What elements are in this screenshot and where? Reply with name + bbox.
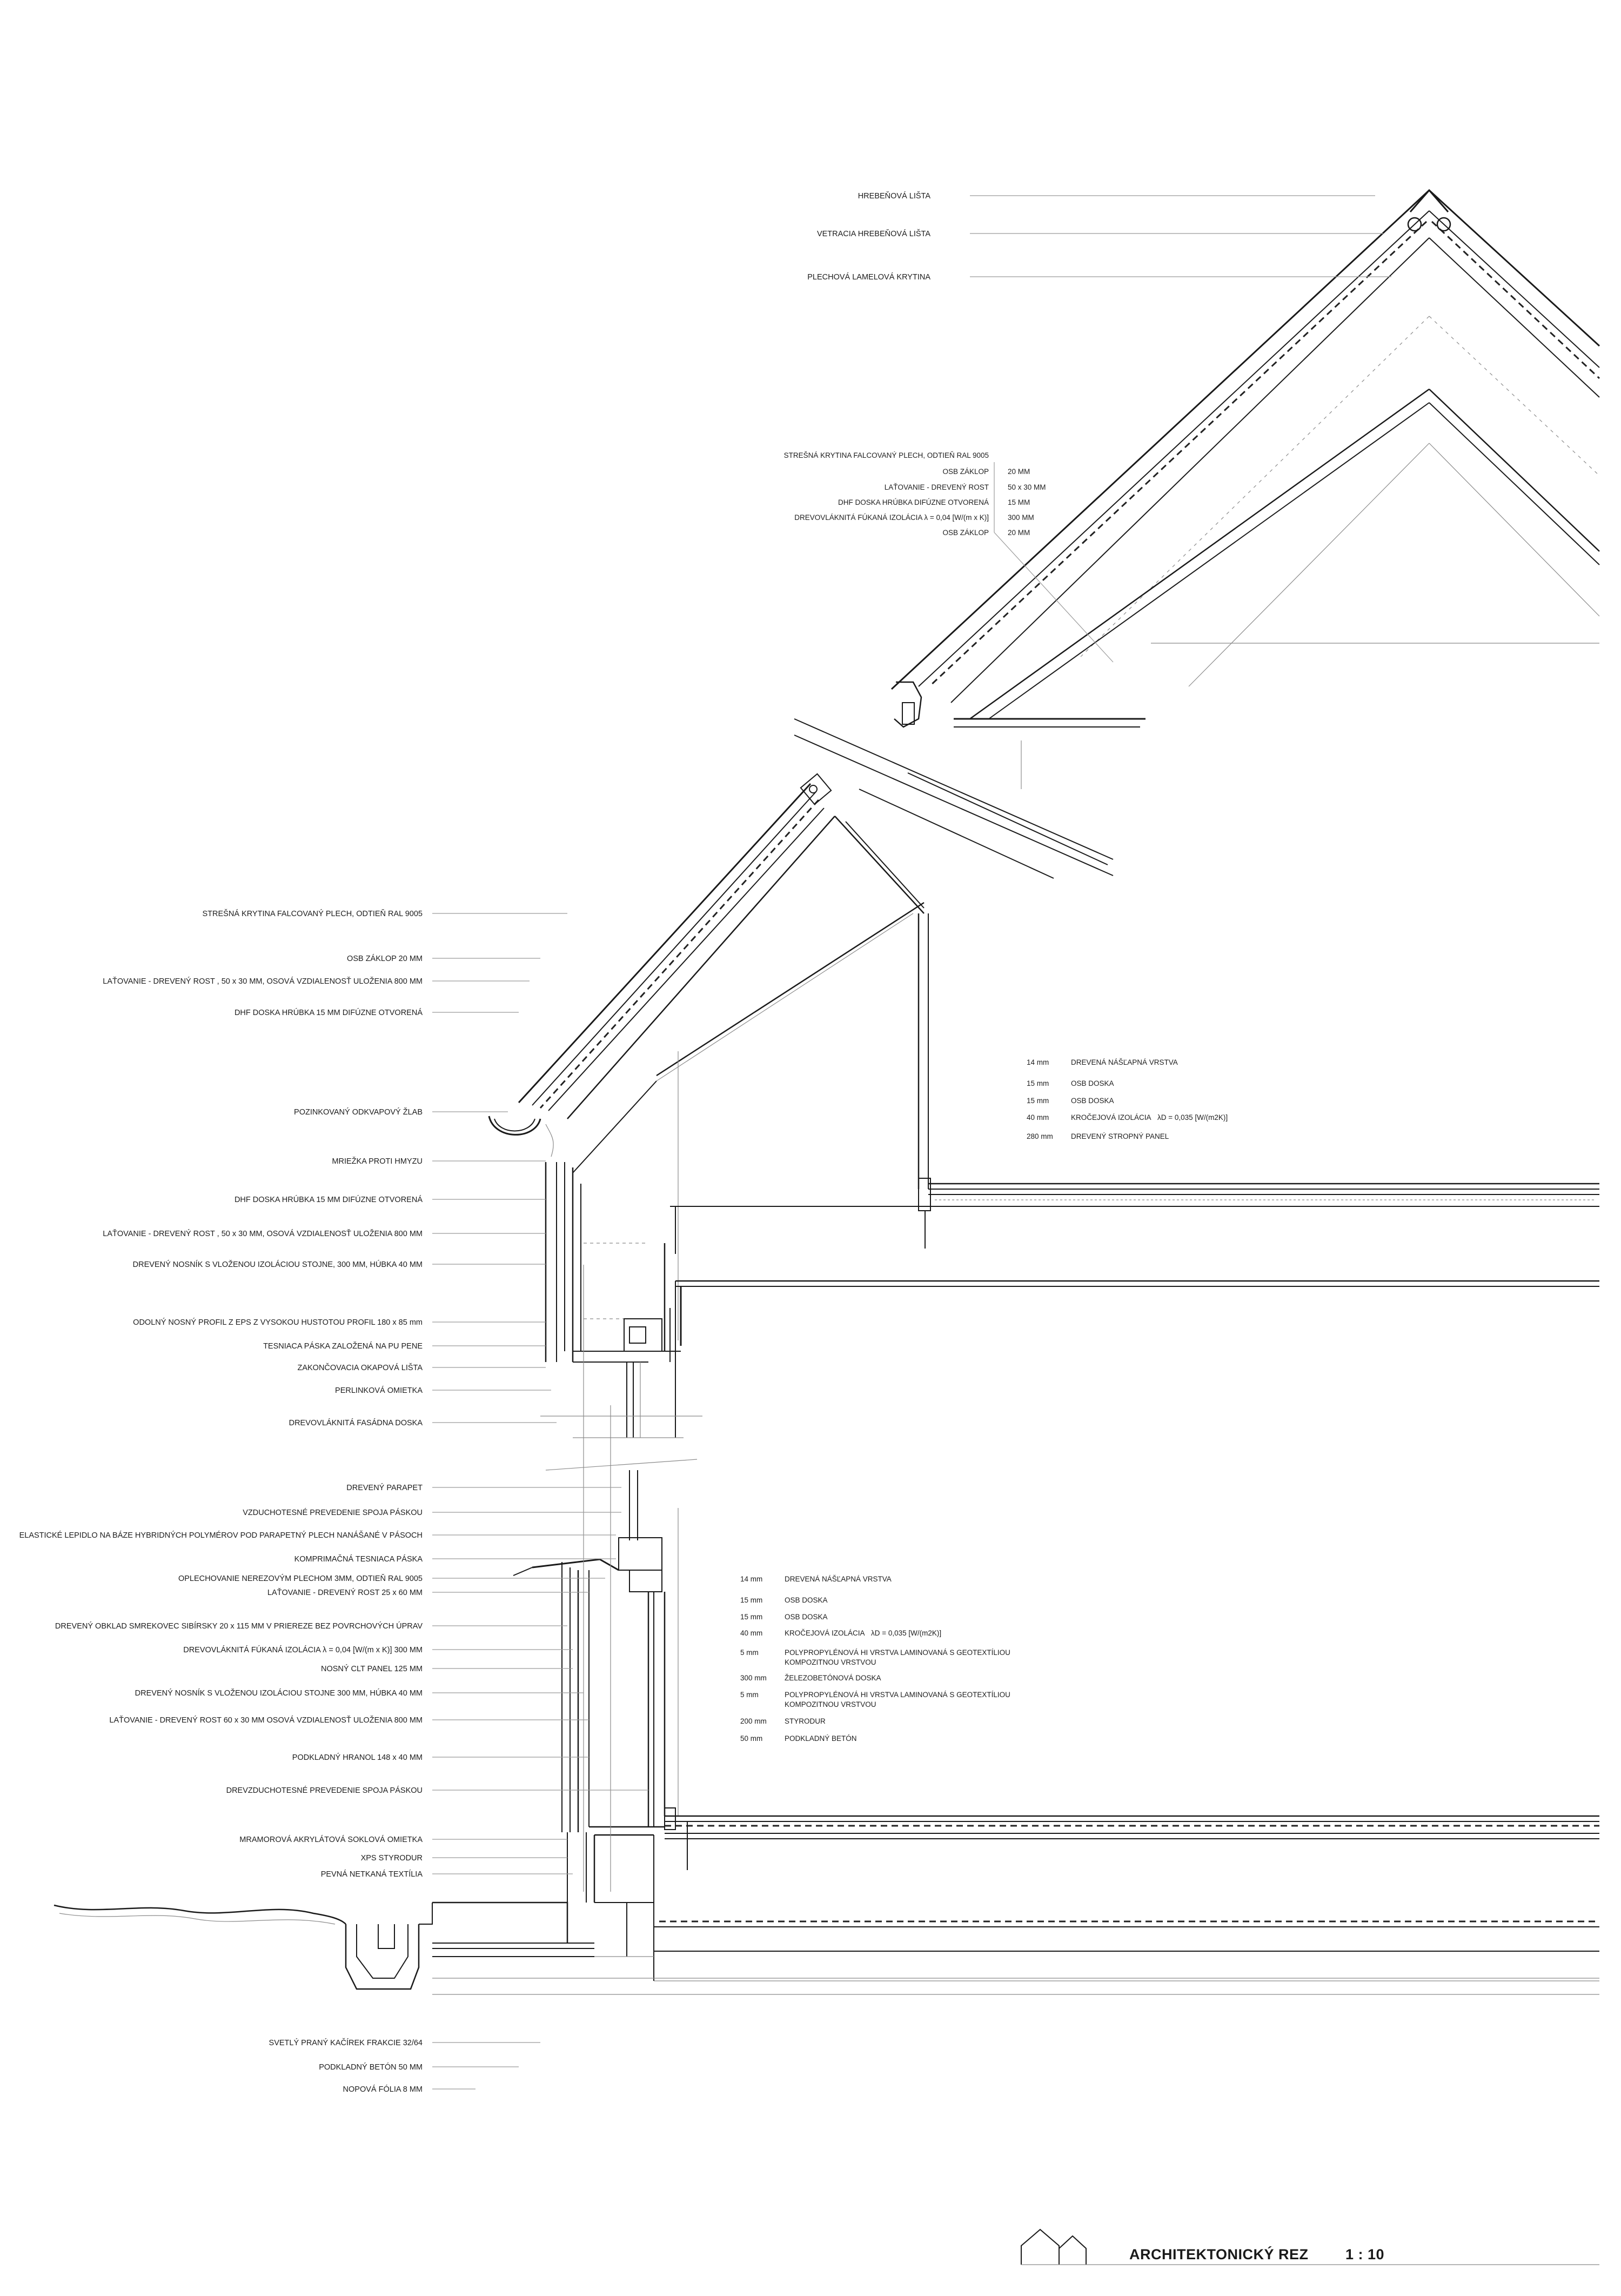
- upper-roof-spec: [784, 451, 1046, 537]
- upper-roof-layer-thickness: 15 MM: [1008, 498, 1030, 506]
- label-left: KOMPRIMAČNÁ TESNIACA PÁSKA: [294, 1555, 423, 1564]
- label-left: LAŤOVANIE - DREVENÝ ROST , 50 x 30 MM, OSOVÁ VZDIALENOSŤ ULOŽENIA 800 MM: [103, 977, 423, 986]
- label-left: SVETLÝ PRANÝ KAČÍREK FRAKCIE 32/64: [269, 2039, 423, 2047]
- floor-layer-name: DREVENÁ NÁŠĽAPNÁ VRSTVA: [785, 1575, 892, 1583]
- floor-layer-name: OSB DOSKA: [785, 1613, 828, 1621]
- upper-roof-layer-name: OSB ZÁKLOP: [942, 529, 989, 537]
- ceiling-layer-name: OSB DOSKA: [1071, 1079, 1114, 1087]
- label-left: PEVNÁ NETKANÁ TEXTÍLIA: [320, 1870, 423, 1879]
- upper-roof-layer-name: LAŤOVANIE - DREVENÝ ROST: [884, 483, 989, 491]
- label-left: MRIEŽKA PROTI HMYZU: [332, 1157, 423, 1166]
- ceiling-layer-thickness: 15 mm: [1027, 1097, 1049, 1105]
- floor-layer-thickness: 300 mm: [740, 1674, 767, 1682]
- label-left: NOSNÝ CLT PANEL 125 MM: [320, 1665, 423, 1673]
- upper-roof-layer-thickness: 20 MM: [1008, 468, 1030, 476]
- label-left: MRAMOROVÁ AKRYLÁTOVÁ SOKLOVÁ OMIETKA: [239, 1836, 423, 1844]
- floor-layer-name-cont: KOMPOZITNOU VRSTVOU: [785, 1658, 876, 1666]
- label-left: DREVENÝ PARAPET: [346, 1484, 423, 1492]
- left-labels: [19, 909, 423, 2094]
- label-ventilated-ridge-strip: VETRACIA HREBEŇOVÁ LIŠTA: [816, 230, 930, 238]
- floor-layer-thickness: 15 mm: [740, 1596, 763, 1604]
- upper-roof-layer-thickness: 50 x 30 MM: [1008, 483, 1046, 491]
- label-left: POZINKOVANÝ ODKVAPOVÝ ŽLAB: [294, 1108, 423, 1117]
- floor-layer-thickness: 40 mm: [740, 1629, 763, 1637]
- floor-layer-thickness: 5 mm: [740, 1648, 759, 1657]
- label-ridge-strip: HREBEŇOVÁ LIŠTA: [858, 192, 930, 201]
- label-left: OSB ZÁKLOP 20 MM: [347, 955, 423, 963]
- floor-layer-name: POLYPROPYLÉNOVÁ HI VRSTVA LAMINOVANÁ S GEOTEXTÍLIOU: [785, 1648, 1010, 1657]
- label-left: NOPOVÁ FÓLIA 8 MM: [343, 2085, 423, 2094]
- ceiling-layer-name: OSB DOSKA: [1071, 1097, 1114, 1105]
- label-left: ELASTICKÉ LEPIDLO NA BÁZE HYBRIDNÝCH POLYMÉROV POD PARAPETNÝ PLECH NANÁŠANÉ V PÁSOCH: [19, 1531, 423, 1540]
- label-left: OPLECHOVANIE NEREZOVÝM PLECHOM 3MM, ODTIEŇ RAL 9005: [178, 1574, 423, 1583]
- upper-roof-layer-name: OSB ZÁKLOP: [942, 468, 989, 476]
- label-left: TESNIACA PÁSKA ZALOŽENÁ NA PU PENE: [263, 1342, 423, 1351]
- label-left: DHF DOSKA HRÚBKA 15 MM DIFÚZNE OTVORENÁ: [234, 1196, 423, 1204]
- upper-roof-layer-thickness: 20 MM: [1008, 529, 1030, 537]
- ceiling-slab: [670, 1178, 1599, 1286]
- floor-layer-name: PODKLADNÝ BETÓN: [785, 1734, 857, 1743]
- foundation: [54, 1832, 1599, 1994]
- floor-layer-name-cont: KOMPOZITNOU VRSTVOU: [785, 1700, 876, 1708]
- label-left: STREŠNÁ KRYTINA FALCOVANÝ PLECH, ODTIEŇ RAL 9005: [202, 910, 423, 918]
- ceiling-layer-name: DREVENÝ STROPNÝ PANEL: [1071, 1132, 1169, 1140]
- eave-and-wall-top: [489, 1116, 684, 1438]
- ceiling-spec: [1027, 1058, 1228, 1140]
- parapet-and-wall: [513, 1459, 697, 1832]
- floor-layer-value: λD = 0,035 [W/(m2K)]: [871, 1629, 942, 1637]
- label-left: PERLINKOVÁ OMIETKA: [335, 1386, 423, 1395]
- floor-layer-thickness: 5 mm: [740, 1691, 759, 1699]
- drawing-scale: 1 : 10: [1345, 2246, 1385, 2262]
- label-left: DREVZDUCHOTESNÉ PREVEDENIE SPOJA PÁSKOU: [226, 1786, 423, 1795]
- ceiling-layer-name: KROČEJOVÁ IZOLÁCIA: [1071, 1113, 1151, 1122]
- floor-spec: [740, 1575, 1010, 1743]
- house-icon: [1021, 2230, 1086, 2265]
- lower-roof: [519, 774, 928, 1340]
- label-left: ODOLNÝ NOSNÝ PROFIL Z EPS Z VYSOKOU HUSTOTOU PROFIL 180 x 85 mm: [133, 1318, 423, 1327]
- leader-lines: [432, 196, 1391, 2089]
- ceiling-layer-thickness: 280 mm: [1027, 1132, 1053, 1140]
- label-left: DREVOVLÁKNITÁ FASÁDNA DOSKA: [289, 1419, 423, 1427]
- ceiling-layer-thickness: 15 mm: [1027, 1079, 1049, 1087]
- floor-layer-thickness: 14 mm: [740, 1575, 763, 1583]
- label-left: VZDUCHOTESNÉ PREVEDENIE SPOJA PÁSKOU: [243, 1509, 423, 1517]
- label-left: DREVOVLÁKNITÁ FÚKANÁ IZOLÁCIA λ = 0,04 [W/(m x K)] 300 MM: [183, 1646, 423, 1654]
- ground-slab: [654, 1808, 1599, 1981]
- upper-roof-layer-thickness: 300 MM: [1008, 513, 1034, 522]
- label-sheet-lamella-roofing: PLECHOVÁ LAMELOVÁ KRYTINA: [807, 273, 930, 282]
- footer: [1021, 2230, 1599, 2265]
- label-left: LAŤOVANIE - DREVENÝ ROST , 50 x 30 MM, OSOVÁ VZDIALENOSŤ ULOŽENIA 800 MM: [103, 1230, 423, 1238]
- structural-beams: [794, 719, 1113, 878]
- floor-layer-name: STYRODUR: [785, 1717, 826, 1725]
- label-left: DREVENÝ NOSNÍK S VLOŽENOU IZOLÁCIOU STOJNE 300 MM, HÚBKA 40 MM: [135, 1689, 423, 1698]
- top-labels: [807, 191, 930, 282]
- floor-layer-name: KROČEJOVÁ IZOLÁCIA: [785, 1629, 865, 1637]
- label-left: DREVENÝ NOSNÍK S VLOŽENOU IZOLÁCIOU STOJNE, 300 MM, HÚBKA 40 MM: [132, 1260, 423, 1269]
- label-left: PODKLADNÝ HRANOL 148 x 40 MM: [292, 1753, 423, 1762]
- floor-layer-thickness: 15 mm: [740, 1613, 763, 1621]
- floor-layer-name: POLYPROPYLÉNOVÁ HI VRSTVA LAMINOVANÁ S GEOTEXTÍLIOU: [785, 1691, 1010, 1699]
- floor-layer-thickness: 200 mm: [740, 1717, 767, 1725]
- upper-roof: [892, 190, 1599, 727]
- floor-layer-name: ŽELEZOBETÓNOVÁ DOSKA: [785, 1674, 881, 1682]
- label-left: ZAKONČOVACIA OKAPOVÁ LIŠTA: [297, 1364, 423, 1372]
- label-left: XPS STYRODUR: [360, 1854, 423, 1863]
- upper-roof-heading: STREŠNÁ KRYTINA FALCOVANÝ PLECH, ODTIEŇ RAL 9005: [783, 451, 989, 459]
- floor-layer-thickness: 50 mm: [740, 1734, 763, 1743]
- floor-layer-name: OSB DOSKA: [785, 1596, 828, 1604]
- ceiling-layer-thickness: 40 mm: [1027, 1113, 1049, 1122]
- ceiling-layer-thickness: 14 mm: [1027, 1058, 1049, 1066]
- upper-roof-layer-name: DHF DOSKA HRÚBKA DIFÚZNE OTVORENÁ: [838, 498, 989, 506]
- drawing-title: ARCHITEKTONICKÝ REZ: [1129, 2246, 1309, 2262]
- upper-roof-layer-name: DREVOVLÁKNITÁ FÚKANÁ IZOLÁCIA λ = 0,04 [W/(m x K)]: [794, 513, 989, 522]
- label-left: LAŤOVANIE - DREVENÝ ROST 25 x 60 MM: [267, 1588, 423, 1597]
- ceiling-layer-name: DREVENÁ NÁŠĽAPNÁ VRSTVA: [1071, 1058, 1178, 1066]
- ceiling-layer-value: λD = 0,035 [W/(m2K)]: [1157, 1113, 1228, 1122]
- label-left: DHF DOSKA HRÚBKA 15 MM DIFÚZNE OTVORENÁ: [234, 1009, 423, 1017]
- label-left: LAŤOVANIE - DREVENÝ ROST 60 x 30 MM OSOVÁ VZDIALENOSŤ ULOŽENIA 800 MM: [109, 1716, 423, 1725]
- label-left: DREVENÝ OBKLAD SMREKOVEC SIBÍRSKY 20 x 115 MM V PRIEREZE BEZ POVRCHOVÝCH ÚPRAV: [55, 1622, 423, 1631]
- label-left: PODKLADNÝ BETÓN 50 MM: [319, 2063, 423, 2072]
